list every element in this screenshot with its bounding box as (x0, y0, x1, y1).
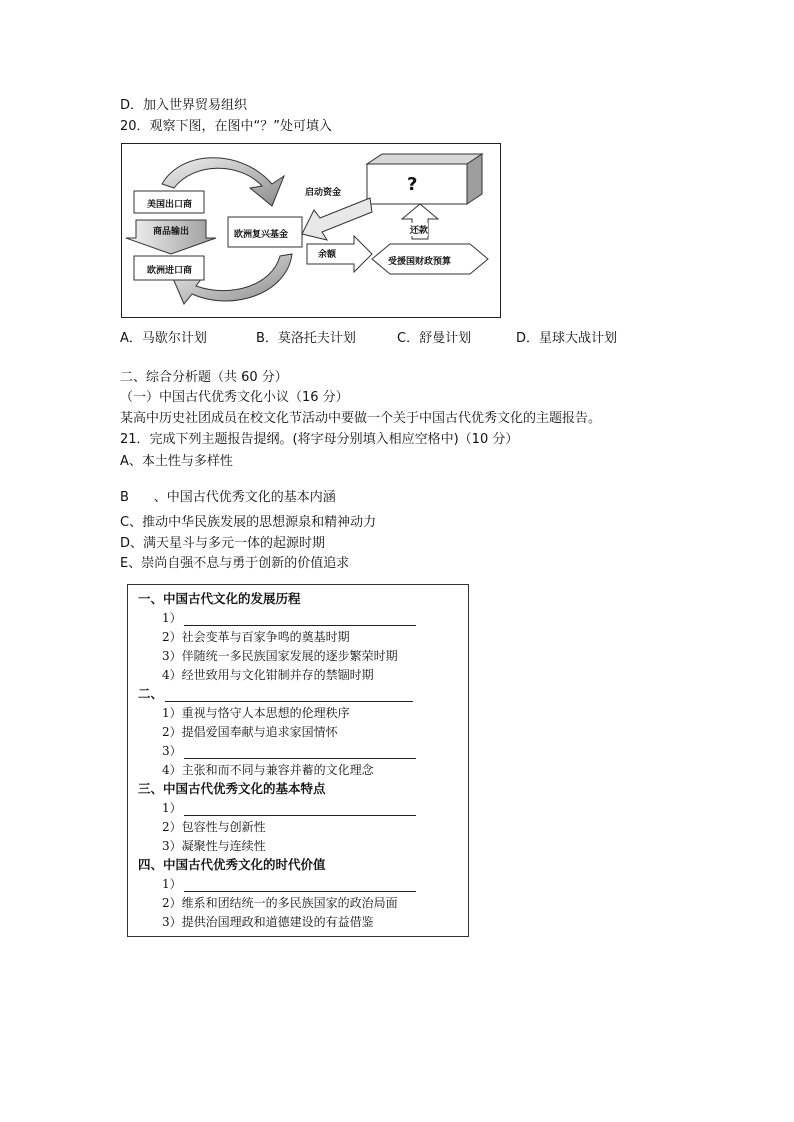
choice-a: A、本土性与多样性 (120, 454, 233, 469)
outline-item: 1） (162, 610, 416, 626)
outline-item: 2）提倡爱国奉献与追求家国情怀 (162, 725, 338, 739)
answer-blank[interactable] (184, 802, 416, 816)
q21-stem: 21．完成下列主题报告提纲。(将字母分别填入相应空格中)（10 分） (120, 432, 519, 447)
recipient-budget-label: 受援国财政预算 (388, 257, 452, 267)
marshall-plan-diagram (121, 143, 501, 318)
q20-option-d: D．星球大战计划 (516, 331, 618, 346)
answer-blank[interactable] (184, 878, 416, 892)
q20-option-c: C．舒曼计划 (397, 331, 472, 346)
outline-item: 1）重视与恪守人本思想的伦理秩序 (162, 706, 350, 720)
outline-heading-4: 四、中国古代优秀文化的时代价值 (138, 857, 326, 872)
choice-b: B 、中国古代优秀文化的基本内涵 (120, 490, 336, 505)
outline-item: 2）维系和团结统一的多民族国家的政治局面 (162, 896, 398, 910)
outline-item: 4）经世致用与文化钳制并存的禁锢时期 (162, 668, 374, 682)
outline-heading-1: 一、中国古代文化的发展历程 (138, 591, 301, 606)
choice-d: D、满天星斗与多元一体的起源时期 (120, 536, 326, 551)
outline-item: 2）社会变革与百家争鸣的奠基时期 (162, 630, 350, 644)
outline-item: 3）提供治国理政和道德建设的有益借鉴 (162, 915, 374, 929)
choice-c: C、推动中华民族发展的思想源泉和精神动力 (120, 515, 377, 530)
goods-export-label: 商品输出 (153, 227, 190, 237)
answer-blank[interactable] (165, 688, 413, 702)
outline-item: 4）主张和而不同与兼容并蓄的文化理念 (162, 763, 374, 777)
unknown-mark: ? (407, 174, 418, 195)
eu-importer-label: 欧洲进口商 (147, 266, 193, 276)
outline-heading-2: 二、 (138, 686, 413, 702)
startup-capital-arrow (302, 198, 372, 240)
q20-option-b: B．莫洛托夫计划 (256, 331, 356, 346)
report-outline (127, 584, 469, 937)
repayment-label: 还款 (410, 223, 428, 236)
startup-capital-label: 启动资金 (305, 188, 342, 198)
outline-heading-3: 三、中国古代优秀文化的基本特点 (138, 781, 326, 796)
q19-option-d: D．加入世界贸易组织 (120, 98, 248, 113)
part1-intro: 某高中历史社团成员在校文化节活动中要做一个关于中国古代优秀文化的主题报告。 (120, 411, 602, 426)
answer-blank[interactable] (184, 745, 416, 759)
section2-title: 二、综合分析题（共 60 分） (120, 370, 288, 385)
q20-stem: 20．观察下图，在图中“？”处可填入 (120, 119, 333, 134)
outline-item: 1） (162, 876, 416, 892)
recovery-fund-label: 欧洲复兴基金 (234, 230, 289, 240)
balance-label: 余额 (318, 250, 337, 260)
outline-item: 3）伴随统一多民族国家发展的逐步繁荣时期 (162, 649, 398, 663)
outline-item: 3） (162, 743, 416, 759)
outline-item: 3）凝聚性与连续性 (162, 839, 266, 853)
answer-blank[interactable] (184, 612, 416, 626)
choice-e: E、崇尚自强不息与勇于创新的价值追求 (120, 556, 350, 571)
outline-item: 2）包容性与创新性 (162, 820, 266, 834)
part1-title: （一）中国古代优秀文化小议（16 分） (120, 390, 349, 405)
q20-option-a: A．马歇尔计划 (120, 331, 207, 346)
outline-item: 1） (162, 800, 416, 816)
us-exporter-label: 美国出口商 (147, 200, 193, 210)
balance-arrow (307, 236, 372, 272)
